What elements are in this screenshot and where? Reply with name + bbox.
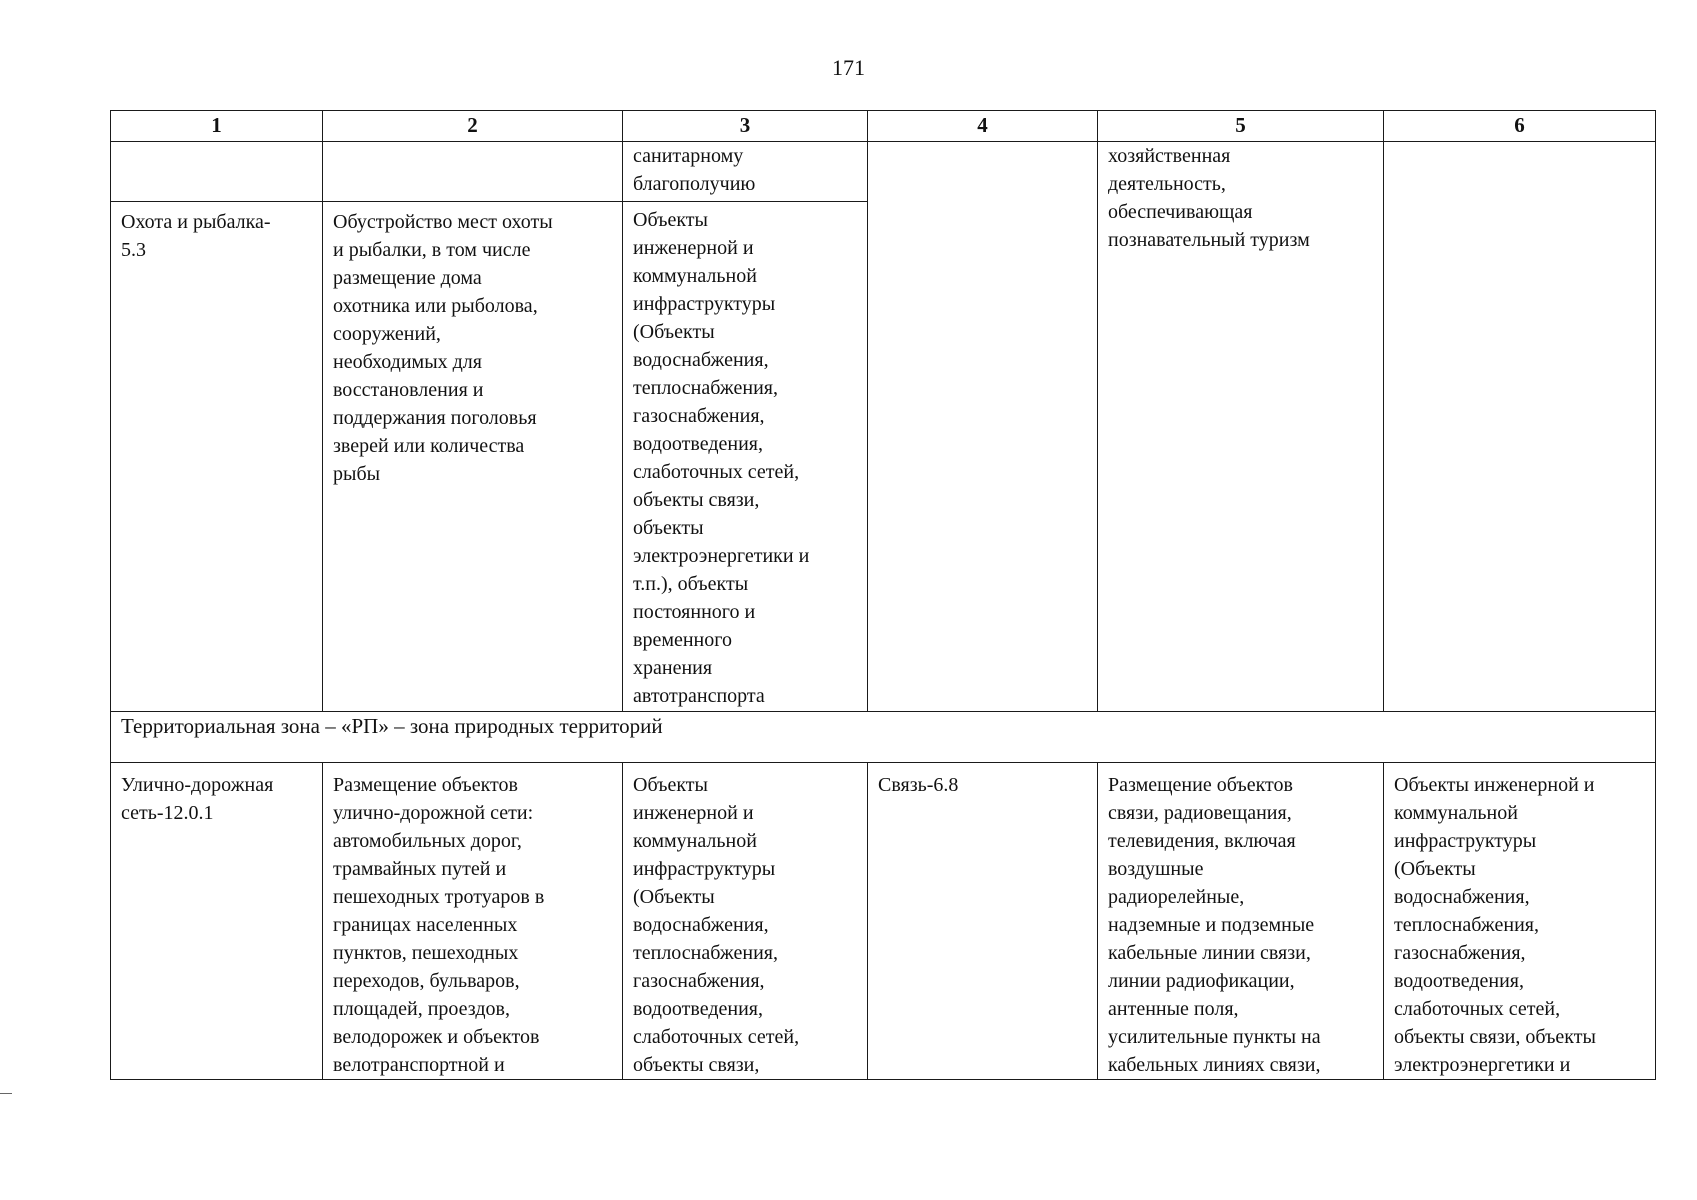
text-line: 5.3 bbox=[121, 239, 146, 261]
cell-c4-merged bbox=[868, 142, 1098, 712]
text-line: инфраструктуры bbox=[1394, 830, 1537, 852]
text-line: объекты bbox=[633, 517, 704, 539]
text-line: водоотведения, bbox=[1394, 970, 1524, 992]
text-line: размещение дома bbox=[333, 267, 482, 289]
col-header-3: 3 bbox=[623, 111, 868, 142]
text-line: пунктов, пешеходных bbox=[333, 942, 519, 964]
uds-use-type-text bbox=[121, 771, 312, 827]
text-line: газоснабжения, bbox=[1394, 942, 1526, 964]
text-line: телевидения, включая bbox=[1108, 830, 1296, 852]
text-line: познавательный туризм bbox=[1108, 229, 1310, 251]
cell-uds-description bbox=[323, 763, 623, 1080]
text-line: хранения bbox=[633, 657, 713, 679]
text-line: газоснабжения, bbox=[633, 405, 765, 427]
text-line: Объекты инженерной и bbox=[1394, 774, 1595, 796]
text-line: благополучию bbox=[633, 173, 756, 195]
text-line: усилительные пункты на bbox=[1108, 1026, 1321, 1048]
text-line: рыбы bbox=[333, 463, 381, 485]
text-line: (Объекты bbox=[633, 321, 715, 343]
text-line: коммунальной bbox=[633, 830, 757, 852]
text-line: слаботочных сетей, bbox=[1394, 998, 1561, 1020]
table-row-continuation bbox=[111, 142, 1656, 202]
text-line: газоснабжения, bbox=[633, 970, 765, 992]
text-line: автотранспорта bbox=[633, 685, 765, 707]
continuation-text bbox=[633, 142, 857, 198]
col-header-6: 6 bbox=[1384, 111, 1656, 142]
text-line: Улично-дорожная bbox=[121, 774, 274, 796]
text-line: хозяйственная bbox=[1108, 145, 1231, 167]
economic-activity-text bbox=[1108, 142, 1373, 254]
page-number: 171 bbox=[832, 55, 865, 80]
text-line: водоотведения, bbox=[633, 433, 763, 455]
text-line: сеть-12.0.1 bbox=[121, 802, 214, 824]
text-line: площадей, проездов, bbox=[333, 998, 510, 1020]
text-line: границах населенных bbox=[333, 914, 518, 936]
text-line: кабельных линиях связи, bbox=[1108, 1054, 1321, 1076]
text-line: объекты связи, объекты bbox=[1394, 1026, 1596, 1048]
text-line: восстановления и bbox=[333, 379, 484, 401]
text-line: электроэнергетики и bbox=[633, 545, 810, 567]
cell-description bbox=[323, 202, 623, 712]
text-line: электроэнергетики и bbox=[1394, 1054, 1571, 1076]
text-line: зверей или количества bbox=[333, 435, 525, 457]
text-line: охотника или рыболова, bbox=[333, 295, 538, 317]
text-line: велодорожек и объектов bbox=[333, 1026, 540, 1048]
text-line: трамвайных путей и bbox=[333, 858, 507, 880]
col-header-2: 2 bbox=[323, 111, 623, 142]
objects-text bbox=[633, 206, 857, 710]
header-row bbox=[111, 111, 1656, 142]
text-line: инфраструктуры bbox=[633, 858, 776, 880]
text-line: инженерной и bbox=[633, 237, 754, 259]
text-line: велотранспортной и bbox=[333, 1054, 505, 1076]
cell-c3-continuation bbox=[623, 142, 868, 202]
text-line: связи, радиовещания, bbox=[1108, 802, 1292, 824]
uds-conditional-description-text bbox=[1108, 771, 1373, 1079]
text-line: водоснабжения, bbox=[633, 914, 769, 936]
cell-uds-conditional-objects bbox=[1384, 763, 1656, 1080]
uds-conditional-objects-text bbox=[1394, 771, 1645, 1079]
cell-c1-empty bbox=[111, 142, 323, 202]
text-line: автомобильных дорог, bbox=[333, 830, 522, 852]
text-line: санитарному bbox=[633, 145, 744, 167]
use-type-text bbox=[121, 208, 312, 264]
text-line: водоотведения, bbox=[633, 998, 763, 1020]
text-line: водоснабжения, bbox=[1394, 886, 1530, 908]
text-line: поддержания поголовья bbox=[333, 407, 537, 429]
text-line: теплоснабжения, bbox=[633, 942, 778, 964]
uds-objects-text bbox=[633, 771, 857, 1079]
text-line: постоянного и bbox=[633, 601, 756, 623]
uds-conditional-use-text bbox=[878, 771, 1087, 799]
text-line: (Объекты bbox=[1394, 858, 1476, 880]
uds-description-text bbox=[333, 771, 612, 1079]
text-line: и рыбалки, в том числе bbox=[333, 239, 531, 261]
text-line: теплоснабжения, bbox=[633, 377, 778, 399]
text-line: Объекты bbox=[633, 774, 708, 796]
text-line: коммунальной bbox=[1394, 802, 1518, 824]
text-line: обеспечивающая bbox=[1108, 201, 1253, 223]
cell-uds-conditional-use bbox=[868, 763, 1098, 1080]
cell-objects bbox=[623, 202, 868, 712]
col-header-5: 5 bbox=[1098, 111, 1384, 142]
text-line: радиорелейные, bbox=[1108, 886, 1245, 908]
zoning-table bbox=[110, 110, 1656, 1080]
col-header-1: 1 bbox=[111, 111, 323, 142]
text-line: инженерной и bbox=[633, 802, 754, 824]
text-line: воздушные bbox=[1108, 858, 1204, 880]
text-line: т.п.), объекты bbox=[633, 573, 749, 595]
text-line: водоснабжения, bbox=[633, 349, 769, 371]
text-line: сооружений, bbox=[333, 323, 441, 345]
text-line: (Объекты bbox=[633, 886, 715, 908]
text-line: слаботочных сетей, bbox=[633, 1026, 800, 1048]
text-line: коммунальной bbox=[633, 265, 757, 287]
text-line: Охота и рыбалка- bbox=[121, 211, 271, 233]
zone-title: Территориальная зона – «РП» – зона природных территорий bbox=[111, 712, 1656, 763]
text-line: надземные и подземные bbox=[1108, 914, 1315, 936]
cell-uds-objects bbox=[623, 763, 868, 1080]
cell-use-type bbox=[111, 202, 323, 712]
text-line: улично-дорожной сети: bbox=[333, 802, 534, 824]
text-line: пешеходных тротуаров в bbox=[333, 886, 545, 908]
text-line: Объекты bbox=[633, 209, 708, 231]
text-line: Обустройство мест охоты bbox=[333, 211, 553, 233]
text-line: антенные поля, bbox=[1108, 998, 1239, 1020]
text-line: переходов, бульваров, bbox=[333, 970, 520, 992]
text-line: теплоснабжения, bbox=[1394, 914, 1539, 936]
table-row-zone-title bbox=[111, 712, 1656, 763]
text-line: Размещение объектов bbox=[1108, 774, 1293, 796]
cell-c6-merged bbox=[1384, 142, 1656, 712]
text-line: инфраструктуры bbox=[633, 293, 776, 315]
table-row-uds bbox=[111, 763, 1656, 1080]
cell-uds-use-type bbox=[111, 763, 323, 1080]
text-line: слаботочных сетей, bbox=[633, 461, 800, 483]
cell-c5-merged bbox=[1098, 142, 1384, 712]
text-line: объекты связи, bbox=[633, 489, 760, 511]
text-line: линии радиофикации, bbox=[1108, 970, 1295, 992]
text-line: необходимых для bbox=[333, 351, 482, 373]
margin-mark bbox=[0, 1093, 12, 1094]
cell-uds-conditional-description bbox=[1098, 763, 1384, 1080]
col-header-4: 4 bbox=[868, 111, 1098, 142]
text-line: Размещение объектов bbox=[333, 774, 518, 796]
text-line: Связь-6.8 bbox=[878, 774, 959, 796]
text-line: временного bbox=[633, 629, 732, 651]
text-line: объекты связи, bbox=[633, 1054, 760, 1076]
text-line: деятельность, bbox=[1108, 173, 1226, 195]
text-line: кабельные линии связи, bbox=[1108, 942, 1311, 964]
description-text bbox=[333, 208, 612, 488]
cell-c2-empty bbox=[323, 142, 623, 202]
